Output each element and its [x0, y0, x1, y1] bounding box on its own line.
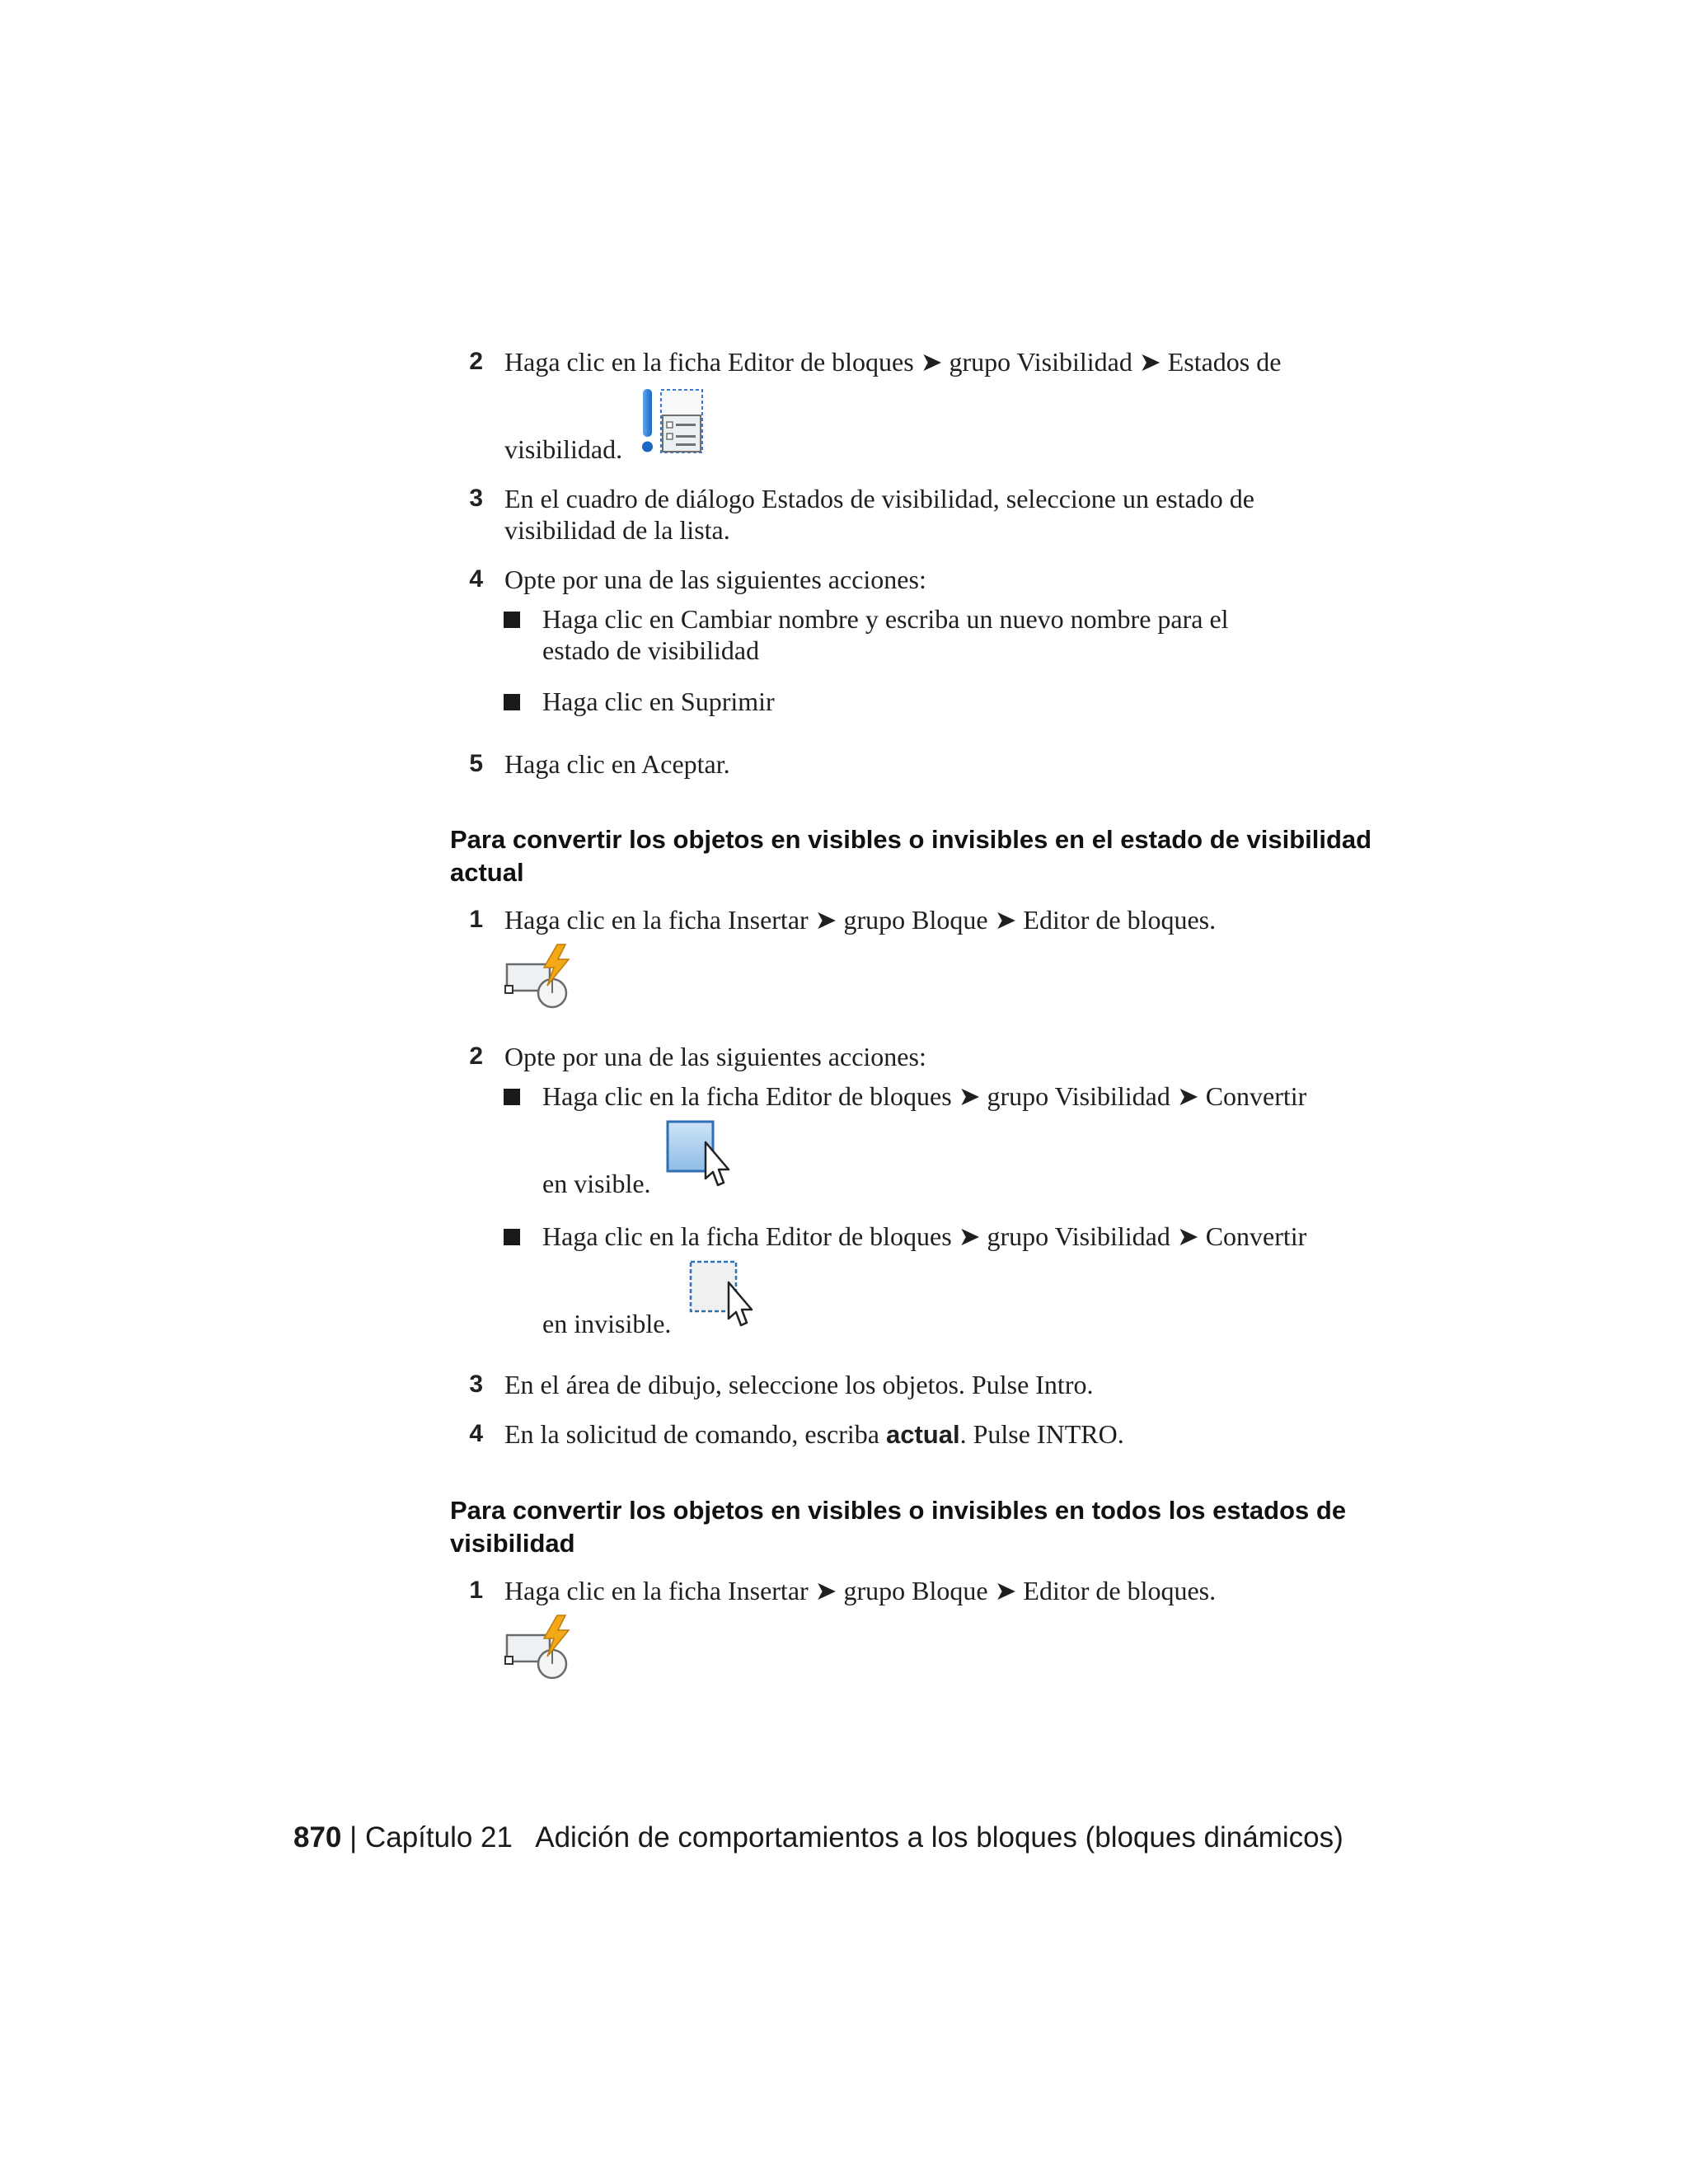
- block-editor-icon: [504, 1614, 579, 1681]
- section-heading: [450, 823, 1372, 889]
- step-text: Haga clic en la ficha Editor de bloques ➤ grupo Visibilidad ➤ Estados de: [504, 347, 1282, 377]
- step-text: Opte por una de las siguientes acciones:: [504, 1042, 926, 1071]
- step-text: visibilidad de la lista.: [504, 515, 730, 545]
- block-editor-icon: [504, 943, 579, 1010]
- step-text: Haga clic en Aceptar.: [504, 749, 730, 779]
- bullet-marker: [504, 694, 520, 710]
- visibility-states-icon: [640, 387, 706, 457]
- step-text: Haga clic en la ficha Insertar ➤ grupo Bloque ➤ Editor de bloques.: [504, 1576, 1217, 1605]
- keyword: actual: [885, 1420, 960, 1449]
- step-number: 2: [469, 348, 483, 375]
- step-text: En el área de dibujo, seleccione los objetos. Pulse Intro.: [504, 1370, 1094, 1399]
- bullet-text: en invisible.: [542, 1309, 672, 1338]
- bullet-marker: [504, 612, 520, 628]
- page-number: 870: [293, 1821, 342, 1854]
- step-text-part: . Pulse INTRO.: [959, 1419, 1124, 1449]
- heading-line: actual: [450, 858, 524, 887]
- heading-line: Para convertir los objetos en visibles o invisibles en el estado de visibilidad: [450, 825, 1372, 854]
- step-text: visibilidad.: [504, 434, 623, 464]
- bullet-marker: [504, 1229, 520, 1245]
- footer-separator: |: [349, 1821, 358, 1854]
- step-text: Opte por una de las siguientes acciones:: [504, 565, 926, 594]
- step-text: Haga clic en la ficha Insertar ➤ grupo Bloque ➤ Editor de bloques.: [504, 905, 1217, 935]
- step-number: 4: [469, 565, 483, 593]
- step-number: 1: [469, 906, 483, 933]
- make-invisible-icon: [689, 1259, 760, 1330]
- bullet-text: Haga clic en la ficha Editor de bloques ➤ grupo Visibilidad ➤ Convertir: [542, 1221, 1307, 1251]
- step-text: [504, 1418, 1124, 1451]
- bullet-text: Haga clic en Cambiar nombre y escriba un nuevo nombre para el: [542, 604, 1229, 634]
- step-number: 1: [469, 1577, 483, 1604]
- step-number: 3: [469, 1371, 483, 1398]
- step-text-part: En la solicitud de comando, escriba: [504, 1419, 886, 1449]
- chapter-label: Capítulo 21: [364, 1821, 513, 1854]
- bullet-text: en visible.: [542, 1169, 651, 1198]
- step-number: 2: [469, 1043, 483, 1070]
- bullet-text: Haga clic en la ficha Editor de bloques ➤ grupo Visibilidad ➤ Convertir: [542, 1081, 1307, 1111]
- section-heading: [450, 1494, 1347, 1560]
- heading-line: Para convertir los objetos en visibles o invisibles en todos los estados de: [450, 1496, 1347, 1525]
- step-text: En el cuadro de diálogo Estados de visibilidad, seleccione un estado de: [504, 484, 1254, 513]
- step-number: 3: [469, 485, 483, 512]
- bullet-text: Haga clic en Suprimir: [542, 687, 775, 716]
- chapter-title: Adición de comportamientos a los bloques (bloques dinámicos): [535, 1821, 1343, 1854]
- make-visible-icon: [666, 1119, 737, 1190]
- step-number: 5: [469, 750, 483, 777]
- heading-line: visibilidad: [450, 1529, 575, 1558]
- page-footer: [293, 1820, 1343, 1856]
- bullet-text: estado de visibilidad: [542, 635, 760, 665]
- step-number: 4: [469, 1420, 483, 1447]
- bullet-marker: [504, 1089, 520, 1105]
